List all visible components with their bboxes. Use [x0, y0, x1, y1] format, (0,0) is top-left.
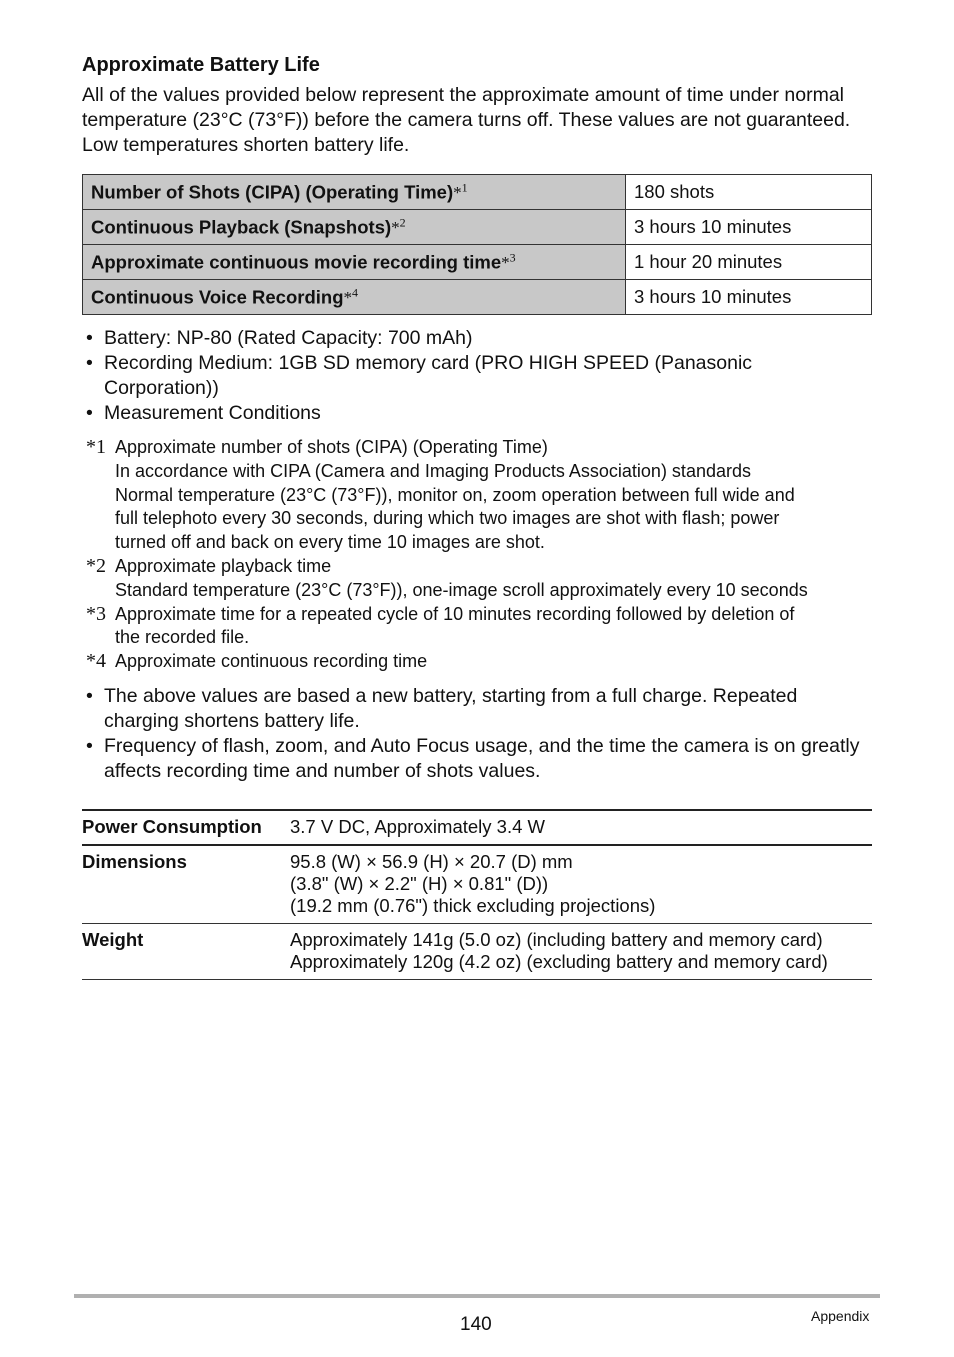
spec-key: Power Consumption	[82, 810, 290, 845]
spec-key: Weight	[82, 924, 290, 980]
list-item: • Recording Medium: 1GB SD memory card (PRO HIGH SPEED (Panasonic Corporation))	[82, 351, 872, 401]
spec-value: 3.7 V DC, Approximately 3.4 W	[290, 810, 872, 845]
list-item: • Frequency of flash, zoom, and Auto Focus usage, and the time the camera is on greatly affects recording time and number of shots values.	[82, 734, 872, 784]
row-label: Continuous Playback (Snapshots)	[91, 216, 392, 238]
table-row	[83, 175, 872, 210]
section-heading: Approximate Battery Life	[82, 54, 320, 76]
remarks-list	[82, 684, 872, 784]
row-value: 1 hour 20 minutes	[626, 245, 872, 280]
table-row	[83, 210, 872, 245]
footnotes	[82, 436, 882, 674]
footnote-mark: *1	[86, 436, 106, 458]
footnote-mark: *$^3$	[501, 250, 516, 273]
list-item: • The above values are based a new battery, starting from a full charge. Repeated charging shortens battery life.	[82, 684, 872, 734]
spec-key: Dimensions	[82, 845, 290, 924]
footer-divider	[74, 1294, 880, 1298]
footnote-mark: *$^2$	[391, 215, 406, 238]
battery-life-table	[82, 174, 872, 315]
row-value: 3 hours 10 minutes	[626, 210, 872, 245]
table-row	[83, 245, 872, 280]
row-value: 180 shots	[626, 175, 872, 210]
table-row	[82, 810, 872, 845]
footnote-mark: *$^1$	[453, 180, 468, 203]
list-item: • Battery: NP-80 (Rated Capacity: 700 mAh)	[82, 326, 872, 351]
footnote-mark: *$^4$	[343, 285, 358, 308]
footnote-mark: *2	[86, 554, 106, 577]
footnote-3: *3 Approximate time for a repeated cycle of 10 minutes recording followed by deletion of the recorded file.	[86, 602, 795, 648]
row-label: Approximate continuous movie recording time	[91, 251, 502, 273]
row-label: Number of Shots (CIPA) (Operating Time)	[91, 181, 454, 203]
conditions-list	[82, 326, 872, 426]
spec-value: Approximately 141g (5.0 oz) (including battery and memory card) Approximately 120g (4.2 oz) (excluding battery and memory card)	[290, 924, 872, 980]
list-item: • Measurement Conditions	[82, 401, 872, 426]
table-row	[83, 280, 872, 315]
table-row	[82, 924, 872, 980]
page-number: 140	[460, 1314, 492, 1335]
row-value: 3 hours 10 minutes	[626, 280, 872, 315]
intro-paragraph: All of the values provided below represent the approximate amount of time under normal temperature (23°C (73°F)) before the camera turns off. These values are not guaranteed. Low temperatures shorten battery life.	[82, 84, 851, 156]
row-label: Continuous Voice Recording	[91, 286, 344, 308]
footnote-4: *4 Approximate continuous recording time	[86, 650, 428, 673]
footnote-1: *1 Approximate number of shots (CIPA) (Operating Time) In accordance with CIPA (Camera and Imaging Products Association) standards Normal temperature (23°C (73°F)), monitor on, zoom operation between full wide and full telephoto every 30 seconds, during which two images are shot with flash; power turned off and back on every time 10 images are shot.	[86, 436, 795, 553]
spec-table	[82, 809, 872, 980]
footnote-mark: *4	[86, 650, 106, 673]
section-label: Appendix	[811, 1308, 870, 1324]
spec-value: 95.8 (W) × 56.9 (H) × 20.7 (D) mm (3.8" (W) × 2.2" (H) × 0.81" (D)) (19.2 mm (0.76") thick excluding projections)	[290, 845, 872, 924]
footnote-mark: *3	[86, 602, 106, 625]
table-row	[82, 845, 872, 924]
footnote-2: *2 Approximate playback time Standard temperature (23°C (73°F)), one-image scroll approximately every 10 seconds	[86, 554, 808, 600]
